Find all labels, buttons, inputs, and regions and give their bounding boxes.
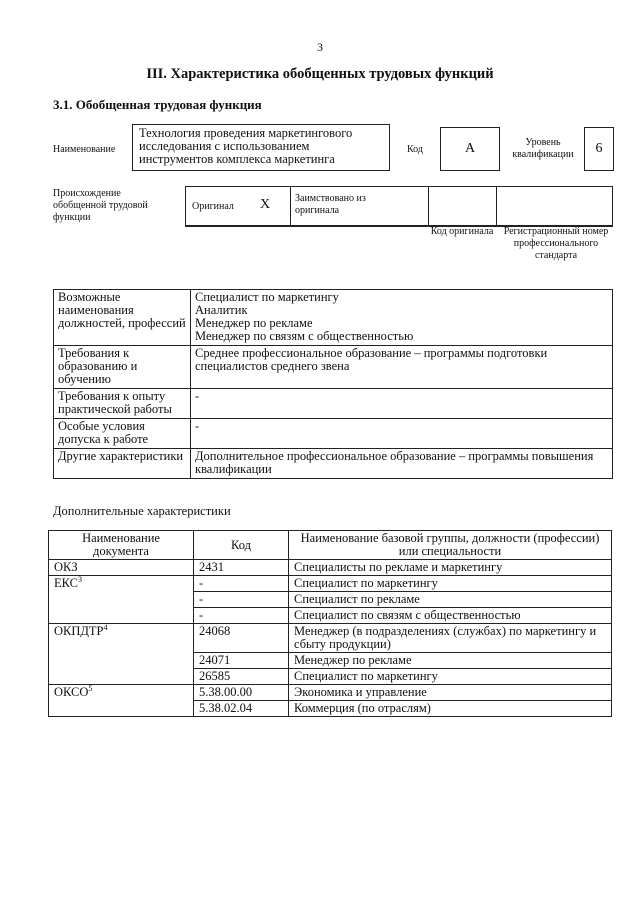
document-name: ОКСО$^5$ (49, 685, 194, 717)
code-cell: - (194, 576, 289, 592)
additional-characteristics-title: Дополнительные характеристики (53, 504, 231, 518)
original-mark: X (260, 197, 271, 212)
header-document: Наименование документа (49, 531, 194, 560)
function-code-box: А (440, 127, 500, 171)
row-label: Возможные наименования должностей, профессий (54, 290, 191, 346)
row-value: - (191, 419, 613, 449)
function-name-box: Технология проведения маркетингового исследования с использованием инструментов комплекса маркетинга (132, 124, 390, 171)
code-original-label: Код оригинала (430, 226, 494, 237)
qualification-level-box: 6 (584, 127, 614, 171)
row-values: Специалист по маркетингу Аналитик Менеджер по рекламе Менеджер по связям с общественностью (191, 290, 613, 346)
table-row (49, 685, 612, 701)
origin-separator-1 (290, 186, 291, 226)
table-row (49, 576, 612, 592)
borrowed-label: Заимствовано из оригинала (295, 193, 366, 216)
name-cell: Менеджер по рекламе (289, 653, 612, 669)
name-cell: Экономика и управление (289, 685, 612, 701)
name-cell: Специалист по связям с общественностью (289, 608, 612, 624)
code-label: Код (407, 144, 423, 155)
table-row (49, 560, 612, 576)
subsection-heading: 3.1. Обобщенная трудовая функция (53, 97, 262, 112)
name-cell: Специалист по рекламе (289, 592, 612, 608)
row-label: Требования к опыту практической работы (54, 389, 191, 419)
name-cell: Специалист по маркетингу (289, 669, 612, 685)
additional-characteristics-table (48, 530, 612, 717)
code-cell: - (194, 592, 289, 608)
name-label: Наименование (53, 144, 116, 155)
document-name: ЕКС$^3$ (49, 576, 194, 624)
code-cell: 5.38.00.00 (194, 685, 289, 701)
code-cell: 5.38.02.04 (194, 701, 289, 717)
header-code: Код (194, 531, 289, 560)
name-cell: Коммерция (по отраслям) (289, 701, 612, 717)
document-name: ОКЗ (49, 560, 194, 576)
table-row (54, 389, 613, 419)
code-cell: - (194, 608, 289, 624)
name-cell: Специалист по маркетингу (289, 576, 612, 592)
document-name: ОКПДТР$^4$ (49, 624, 194, 685)
code-cell: 26585 (194, 669, 289, 685)
table-row (54, 346, 613, 389)
row-label: Требования к образованию и обучению (54, 346, 191, 389)
table-row (54, 419, 613, 449)
header-group-name: Наименование базовой группы, должности (профессии) или специальности (289, 531, 612, 560)
row-value: Среднее профессиональное образование – программы подготовки специалистов среднего звена (191, 346, 613, 389)
name-cell: Специалисты по рекламе и маркетингу (289, 560, 612, 576)
row-value: Дополнительное профессиональное образование – программы повышения квалификации (191, 449, 613, 479)
registration-number-label: Регистрационный номер профессионального стандарта (503, 226, 609, 261)
characteristics-table (53, 289, 613, 479)
original-label: Оригинал (192, 201, 234, 212)
origin-separator-3 (496, 186, 497, 226)
table-row (49, 624, 612, 653)
code-cell: 24068 (194, 624, 289, 653)
name-cell: Менеджер (в подразделениях (службах) по маркетингу и сбыту продукции) (289, 624, 612, 653)
table-row (54, 290, 613, 346)
row-label: Другие характеристики (54, 449, 191, 479)
origin-separator-2 (428, 186, 429, 226)
row-value: - (191, 389, 613, 419)
code-cell: 24071 (194, 653, 289, 669)
section-heading: III. Характеристика обобщенных трудовых функций (146, 66, 494, 82)
table-header-row (49, 531, 612, 560)
page-number: 3 (317, 40, 323, 54)
row-label: Особые условия допуска к работе (54, 419, 191, 449)
table-row (54, 449, 613, 479)
qualification-level-label: Уровень квалификации (512, 137, 574, 160)
code-cell: 2431 (194, 560, 289, 576)
origin-label: Происхождение обобщенной трудовой функции (53, 188, 148, 223)
